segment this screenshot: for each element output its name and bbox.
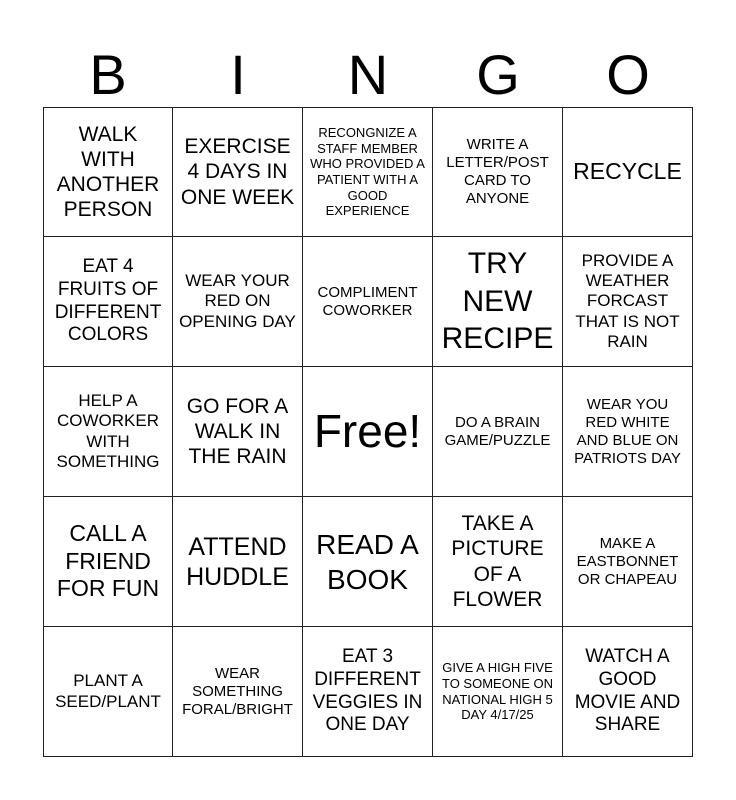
header-letter-i: I	[230, 43, 246, 106]
bingo-cell[interactable]: RECYCLE	[563, 107, 693, 237]
free-space[interactable]: Free!	[303, 367, 433, 497]
header-letter-o: O	[606, 43, 650, 106]
bingo-cell[interactable]: EAT 3 DIFFERENT VEGGIES IN ONE DAY	[303, 627, 433, 757]
header-letter-b: B	[89, 43, 127, 106]
bingo-board	[43, 107, 693, 757]
bingo-cell[interactable]: COMPLIMENT COWORKER	[303, 237, 433, 367]
bingo-cell[interactable]: PROVIDE A WEATHER FORCAST THAT IS NOT RAIN	[563, 237, 693, 367]
bingo-cell[interactable]: WEAR YOU RED WHITE AND BLUE ON PATRIOTS DAY	[563, 367, 693, 497]
bingo-cell[interactable]: WEAR SOMETHING FORAL/BRIGHT	[173, 627, 303, 757]
bingo-cell[interactable]: ATTEND HUDDLE	[173, 497, 303, 627]
bingo-cell[interactable]: PLANT A SEED/PLANT	[43, 627, 173, 757]
bingo-cell[interactable]: TRY NEW RECIPE	[433, 237, 563, 367]
bingo-cell[interactable]: WATCH A GOOD MOVIE AND SHARE	[563, 627, 693, 757]
bingo-cell[interactable]: RECONGNIZE A STAFF MEMBER WHO PROVIDED A PATIENT WITH A GOOD EXPERIENCE	[303, 107, 433, 237]
header-letter-g: G	[476, 43, 520, 106]
bingo-cell[interactable]: CALL A FRIEND FOR FUN	[43, 497, 173, 627]
header-letter-n: N	[347, 43, 389, 106]
bingo-cell[interactable]: WEAR YOUR RED ON OPENING DAY	[173, 237, 303, 367]
bingo-header	[43, 40, 693, 110]
bingo-cell[interactable]: MAKE A EASTBONNET OR CHAPEAU	[563, 497, 693, 627]
bingo-cell[interactable]: GIVE A HIGH FIVE TO SOMEONE ON NATIONAL HIGH 5 DAY 4/17/25	[433, 627, 563, 757]
bingo-cell[interactable]: DO A BRAIN GAME/PUZZLE	[433, 367, 563, 497]
bingo-cell[interactable]: READ A BOOK	[303, 497, 433, 627]
bingo-cell[interactable]: GO FOR A WALK IN THE RAIN	[173, 367, 303, 497]
bingo-cell[interactable]: EXERCISE 4 DAYS IN ONE WEEK	[173, 107, 303, 237]
bingo-cell[interactable]: TAKE A PICTURE OF A FLOWER	[433, 497, 563, 627]
bingo-cell[interactable]: HELP A COWORKER WITH SOMETHING	[43, 367, 173, 497]
bingo-cell[interactable]: WRITE A LETTER/POST CARD TO ANYONE	[433, 107, 563, 237]
bingo-cell[interactable]: WALK WITH ANOTHER PERSON	[43, 107, 173, 237]
bingo-cell[interactable]: EAT 4 FRUITS OF DIFFERENT COLORS	[43, 237, 173, 367]
